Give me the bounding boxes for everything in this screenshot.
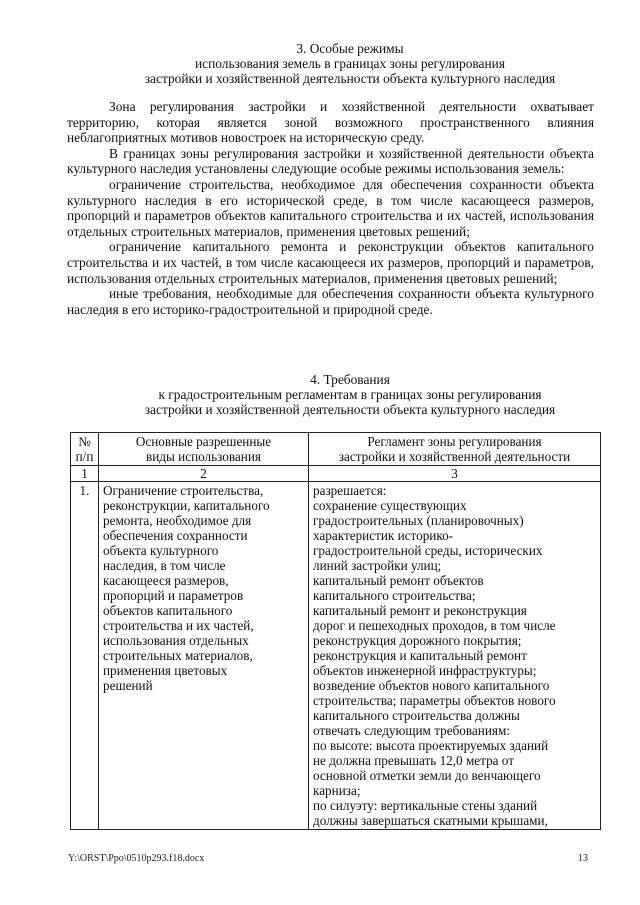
column-number-2: 2 bbox=[99, 466, 309, 482]
table-header-row bbox=[71, 433, 601, 466]
footer-page-number: 13 bbox=[578, 853, 588, 864]
uses-line: строительных материалов, bbox=[103, 648, 253, 663]
table-row bbox=[71, 482, 601, 830]
uses-line: объектов капитального bbox=[103, 603, 233, 618]
section-4-subtitle-line-1: к градостроительным регламентам в границах зоны регулирования bbox=[158, 387, 542, 402]
header-number-line-2: п/п bbox=[75, 449, 94, 464]
regulation-line: капитальный ремонт и реконструкция bbox=[313, 603, 527, 618]
permitted-uses-cell bbox=[99, 482, 309, 830]
regulation-table bbox=[70, 432, 601, 830]
regulation-line: капитального строительства; bbox=[313, 588, 476, 603]
header-number bbox=[71, 433, 99, 466]
regulation-line: сохранение существующих bbox=[313, 498, 467, 513]
regulation-line: реконструкция дорожного покрытия; bbox=[313, 633, 522, 648]
regulation-line: основной отметки земли до венчающего bbox=[313, 768, 541, 783]
regulation-line: отвечать следующим требованиям: bbox=[313, 723, 510, 738]
uses-line: пропорций и параметров bbox=[103, 588, 244, 603]
regulation-line: реконструкция и капитальный ремонт bbox=[313, 648, 527, 663]
uses-line: наследия, в том числе bbox=[103, 558, 226, 573]
row-number: 1. bbox=[71, 482, 99, 830]
regulation-line: по высоте: высота проектируемых зданий bbox=[313, 738, 549, 753]
uses-line: реконструкции, капитального bbox=[103, 498, 270, 513]
section-4-subtitle-line-2: застройки и хозяйственной деятельности объекта культурного наследия bbox=[144, 402, 556, 417]
regulation-line: разрешается: bbox=[313, 483, 387, 498]
regulation-line: градостроительных (планировочных) bbox=[313, 513, 524, 528]
header-regulation-line-1: Регламент зоны регулирования bbox=[367, 434, 542, 449]
column-number-3: 3 bbox=[309, 466, 601, 482]
uses-line: строительства и их частей, bbox=[103, 618, 254, 633]
uses-line: применения цветовых bbox=[103, 663, 228, 678]
section-3-subtitle-line-2: застройки и хозяйственной деятельности объекта культурного наследия bbox=[144, 71, 556, 86]
section-4-title: 4. Требования bbox=[310, 372, 390, 387]
regulation-line: капитальный ремонт объектов bbox=[313, 573, 484, 588]
footer-file-path: Y:\ORST\Ppo\0510p293.f18.docx bbox=[68, 853, 205, 864]
regulation-line: строительства; параметры объектов нового bbox=[313, 693, 556, 708]
paragraph-other-requirements: иные требования, необходимые для обеспечения сохранности объекта культурного наследия в его историко-градостроительной и природной среде. bbox=[67, 286, 594, 317]
uses-line: Ограничение строительства, bbox=[103, 483, 264, 498]
paragraph-special-regimes-intro: В границах зоны регулирования застройки и хозяйственной деятельности объекта культурного наследия установлены следующие особые режимы использования земель: bbox=[67, 145, 594, 177]
header-uses-line-1: Основные разрешенные bbox=[135, 434, 272, 449]
column-number-1: 1 bbox=[71, 466, 99, 482]
regulation-line: объектов инженерной инфраструктуры; bbox=[313, 663, 537, 678]
paragraph-zone-description: Зона регулирования застройки и хозяйственной деятельности охватывает территорию, которая является зоной возможного пространственного влияния неблагоприятных мотивов новостроек на историческую среду. bbox=[67, 99, 594, 146]
paragraph-construction-restriction: ограничение строительства, необходимое для обеспечения сохранности объекта культурного наследия в его исторической среде, в том числе касающееся размеров, пропорций и параметров объектов капитального строительства и их частей, использования отдельных строительных материалов, применения цветовых решений; bbox=[67, 176, 594, 239]
regulation-line: капитального строительства должны bbox=[313, 708, 520, 723]
regulation-line: дорог и пешеходных проходов, в том числе bbox=[313, 618, 556, 633]
column-number-row bbox=[71, 466, 601, 482]
uses-line: решений bbox=[103, 678, 153, 693]
uses-line: объекта культурного bbox=[103, 543, 219, 558]
section-3-body bbox=[67, 99, 594, 317]
section-3-subtitle-line-1: использования земель в границах зоны регулирования bbox=[195, 56, 505, 71]
section-4-heading bbox=[60, 372, 640, 417]
paragraph-repair-restriction: ограничение капитального ремонта и реконструкции объектов капитального строительства и их частей, в том числе касающееся их размеров, пропорций и параметров, использования отдельных строительных материалов, применения цветовых решений; bbox=[67, 239, 594, 286]
section-3-heading bbox=[60, 41, 640, 86]
regulation-line: по силуэту: вертикальные стены зданий bbox=[313, 798, 538, 813]
header-uses-line-2: виды использования bbox=[146, 449, 261, 464]
regulation-cell bbox=[309, 482, 601, 830]
uses-line: обеспечения сохранности bbox=[103, 528, 248, 543]
header-zone-regulation bbox=[309, 433, 601, 466]
uses-line: ремонта, необходимое для bbox=[103, 513, 252, 528]
header-number-line-1: № bbox=[78, 434, 91, 449]
regulation-line: градостроительной среды, исторических bbox=[313, 543, 543, 558]
uses-line: использования отдельных bbox=[103, 633, 249, 648]
header-permitted-uses bbox=[99, 433, 309, 466]
uses-line: касающееся размеров, bbox=[103, 573, 229, 588]
regulation-line: должны завершаться скатными крышами, bbox=[313, 813, 548, 828]
regulation-line: возведение объектов нового капитального bbox=[313, 678, 550, 693]
regulation-line: линий застройки улиц; bbox=[313, 558, 442, 573]
regulation-line: не должна превышать 12,0 метра от bbox=[313, 753, 514, 768]
regulation-line: карниза; bbox=[313, 783, 361, 798]
header-regulation-line-2: застройки и хозяйственной деятельности bbox=[338, 449, 571, 464]
regulation-line: характеристик историко- bbox=[313, 528, 454, 543]
section-3-title: 3. Особые режимы bbox=[296, 41, 404, 56]
